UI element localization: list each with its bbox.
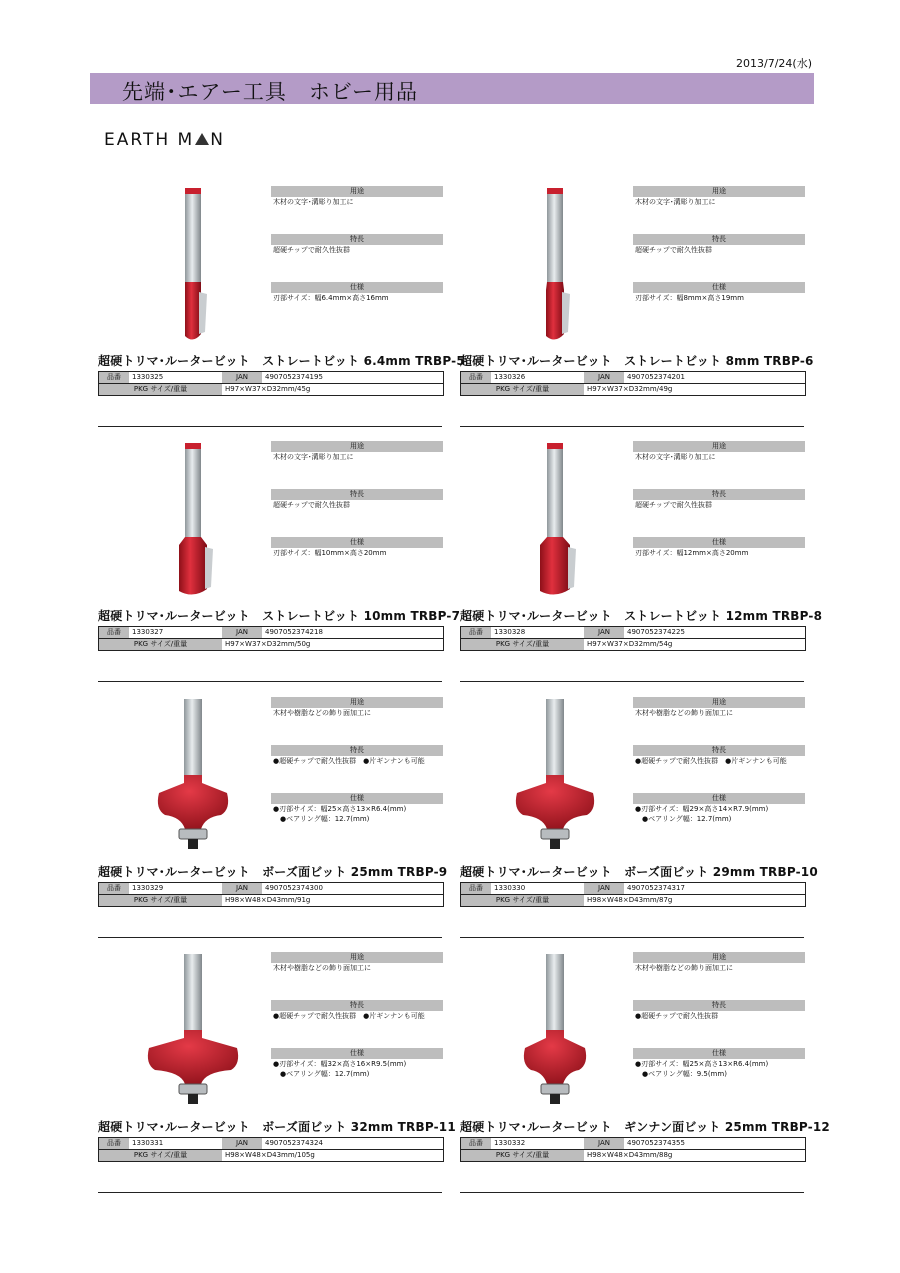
round-over-router-bit-icon [480,952,630,1117]
spec-label: 仕様 [271,537,443,548]
divider [460,937,804,938]
item-no-label: 品番 [461,372,491,383]
round-over-router-bit-icon [118,697,268,862]
divider [460,681,804,682]
round-over-router-bit-icon [480,697,630,862]
item-no-value: 1330325 [132,373,164,381]
product-name: 超硬トリマ･ルータービット ギンナン面ビット 25mm TRBP-12 [460,1120,830,1134]
use-text: 木材や樹脂などの飾り面加工に [635,964,733,972]
item-no-value: 1330329 [132,884,164,892]
jan-label: JAN [584,372,624,383]
feature-text: 超硬チップで耐久性抜群 [273,501,350,509]
use-label: 用途 [633,441,805,452]
feature-label: 特長 [271,489,443,500]
pkg-label: PKG サイズ/重量 [99,384,222,395]
item-no-label: 品番 [99,372,129,383]
product-table [460,1137,806,1162]
spec-text: 刃部サイズ：幅10mm×高さ20mm [273,549,387,557]
item-no-label: 品番 [461,1138,491,1149]
use-text: 木材の文字･溝彫り加工に [273,198,354,206]
item-no-label: 品番 [461,627,491,638]
jan-label: JAN [222,883,262,894]
product-image [480,186,630,351]
feature-text: ●超硬チップで耐久性抜群 ●片ギンナンも可能 [273,1012,425,1020]
jan-value: 4907052374218 [265,628,323,636]
pkg-label: PKG サイズ/重量 [461,639,584,650]
product-card-1330328 [460,441,823,696]
feature-text: ●超硬チップで耐久性抜群 [635,1012,719,1020]
jan-label: JAN [222,372,262,383]
spec-text: ●刃部サイズ：幅25×高さ13×R6.4(mm) ●ベアリング幅：9.5(mm) [635,1060,769,1078]
category-title: 先端･エアー工具 ホビー用品 [122,80,419,104]
jan-label: JAN [222,627,262,638]
divider [98,937,442,938]
product-card-1330331 [98,952,456,1207]
use-text: 木材や樹脂などの飾り面加工に [273,964,371,972]
category-header [90,73,814,104]
product-info [633,441,805,585]
product-name: 超硬トリマ･ルータービット ストレートビット 6.4mm TRBP-5 [98,354,465,368]
pkg-label: PKG サイズ/重量 [461,1150,584,1161]
product-card-1330326 [460,186,814,441]
product-image [480,697,630,862]
jan-value: 4907052374317 [627,884,685,892]
spec-label: 仕様 [633,793,805,804]
use-text: 木材や樹脂などの飾り面加工に [273,709,371,717]
product-info [633,697,805,841]
use-text: 木材の文字･溝彫り加工に [635,198,716,206]
item-no-value: 1330332 [494,1139,526,1147]
use-label: 用途 [633,697,805,708]
jan-value: 4907052374300 [265,884,323,892]
product-image [118,697,268,862]
divider [98,1192,442,1193]
use-label: 用途 [633,186,805,197]
pkg-label: PKG サイズ/重量 [99,639,222,650]
straight-router-bit-icon [480,441,630,606]
use-text: 木材の文字･溝彫り加工に [635,453,716,461]
feature-text: 超硬チップで耐久性抜群 [635,246,712,254]
jan-value: 4907052374324 [265,1139,323,1147]
pkg-label: PKG サイズ/重量 [99,895,222,906]
pkg-label: PKG サイズ/重量 [461,895,584,906]
jan-label: JAN [584,883,624,894]
product-name: 超硬トリマ･ルータービット ボーズ面ビット 25mm TRBP-9 [98,865,448,879]
feature-label: 特長 [633,1000,805,1011]
straight-router-bit-icon [118,441,268,606]
pkg-label: PKG サイズ/重量 [99,1150,222,1161]
use-label: 用途 [271,697,443,708]
product-name: 超硬トリマ･ルータービット ボーズ面ビット 32mm TRBP-11 [98,1120,456,1134]
use-text: 木材や樹脂などの飾り面加工に [635,709,733,717]
product-image [480,952,630,1117]
jan-label: JAN [584,1138,624,1149]
item-no-value: 1330328 [494,628,526,636]
feature-text: 超硬チップで耐久性抜群 [635,501,712,509]
product-table [98,882,444,907]
pkg-value: H98×W48×D43mm/88g [587,1151,673,1159]
print-date: 2013/7/24(水) [736,57,812,70]
product-card-1330329 [98,697,448,952]
product-table [460,371,806,396]
item-no-label: 品番 [461,883,491,894]
divider [98,426,442,427]
feature-label: 特長 [271,1000,443,1011]
divider [460,426,804,427]
jan-value: 4907052374355 [627,1139,685,1147]
brand-logo: EARTH M N [104,130,225,150]
product-table [98,626,444,651]
item-no-value: 1330330 [494,884,526,892]
pkg-value: H97×W37×D32mm/50g [225,640,311,648]
spec-text: 刃部サイズ：幅6.4mm×高さ16mm [273,294,389,302]
product-info [271,697,443,841]
feature-text: ●超硬チップで耐久性抜群 ●片ギンナンも可能 [273,757,425,765]
spec-label: 仕様 [271,1048,443,1059]
feature-label: 特長 [633,745,805,756]
feature-text: 超硬チップで耐久性抜群 [273,246,350,254]
product-card-1330332 [460,952,830,1207]
product-name: 超硬トリマ･ルータービット ストレートビット 12mm TRBP-8 [460,609,823,623]
pkg-value: H97×W37×D32mm/49g [587,385,673,393]
feature-text: ●超硬チップで耐久性抜群 ●片ギンナンも可能 [635,757,787,765]
jan-label: JAN [584,627,624,638]
product-image [480,441,630,606]
feature-label: 特長 [633,234,805,245]
spec-label: 仕様 [633,1048,805,1059]
product-image [118,186,268,351]
feature-label: 特長 [271,745,443,756]
product-card-1330327 [98,441,461,696]
product-card-1330325 [98,186,465,441]
spec-text: ●刃部サイズ：幅29×高さ14×R7.9(mm) ●ベアリング幅：12.7(mm) [635,805,769,823]
jan-value: 4907052374225 [627,628,685,636]
use-label: 用途 [633,952,805,963]
pkg-value: H97×W37×D32mm/45g [225,385,311,393]
spec-label: 仕様 [633,282,805,293]
pkg-label: PKG サイズ/重量 [461,384,584,395]
jan-value: 4907052374201 [627,373,685,381]
divider [98,681,442,682]
item-no-label: 品番 [99,1138,129,1149]
spec-text: 刃部サイズ：幅12mm×高さ20mm [635,549,749,557]
divider [460,1192,804,1193]
jan-value: 4907052374195 [265,373,323,381]
pkg-value: H97×W37×D32mm/54g [587,640,673,648]
product-info [271,186,443,330]
jan-label: JAN [222,1138,262,1149]
product-name: 超硬トリマ･ルータービット ストレートビット 10mm TRBP-7 [98,609,461,623]
product-image [118,441,268,606]
straight-router-bit-icon [480,186,630,351]
use-label: 用途 [271,186,443,197]
item-no-value: 1330327 [132,628,164,636]
pkg-value: H98×W48×D43mm/105g [225,1151,315,1159]
feature-label: 特長 [633,489,805,500]
product-name: 超硬トリマ･ルータービット ストレートビット 8mm TRBP-6 [460,354,814,368]
product-info [633,186,805,330]
product-info [271,952,443,1096]
product-table [460,626,806,651]
product-image [118,952,268,1117]
feature-label: 特長 [271,234,443,245]
item-no-value: 1330326 [494,373,526,381]
logo-triangle-icon [195,133,209,145]
use-label: 用途 [271,952,443,963]
use-text: 木材の文字･溝彫り加工に [273,453,354,461]
product-table [98,371,444,396]
spec-label: 仕様 [271,282,443,293]
product-info [271,441,443,585]
round-over-router-bit-icon [118,952,268,1117]
spec-label: 仕様 [633,537,805,548]
product-name: 超硬トリマ･ルータービット ボーズ面ビット 29mm TRBP-10 [460,865,818,879]
product-info [633,952,805,1096]
pkg-value: H98×W48×D43mm/87g [587,896,673,904]
straight-router-bit-icon [118,186,268,351]
spec-text: ●刃部サイズ：幅32×高さ16×R9.5(mm) ●ベアリング幅：12.7(mm) [273,1060,407,1078]
spec-text: 刃部サイズ：幅8mm×高さ19mm [635,294,744,302]
pkg-value: H98×W48×D43mm/91g [225,896,311,904]
product-table [460,882,806,907]
item-no-label: 品番 [99,883,129,894]
spec-label: 仕様 [271,793,443,804]
item-no-label: 品番 [99,627,129,638]
product-card-1330330 [460,697,818,952]
product-table [98,1137,444,1162]
item-no-value: 1330331 [132,1139,164,1147]
spec-text: ●刃部サイズ：幅25×高さ13×R6.4(mm) ●ベアリング幅：12.7(mm) [273,805,407,823]
use-label: 用途 [271,441,443,452]
